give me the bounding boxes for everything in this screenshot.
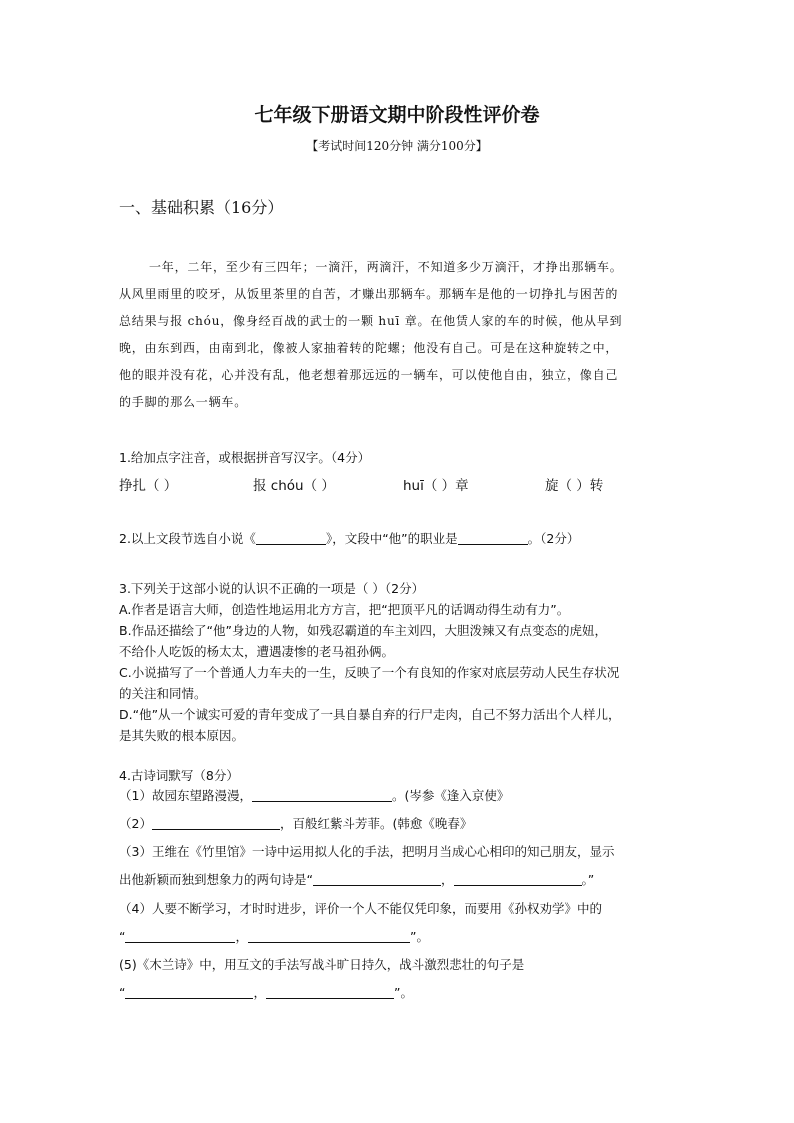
poem-source: 。(岑参《逢入京使》 <box>391 788 510 803</box>
option-d: D.“他”从一个诚实可爱的青年变成了一具自暴自弃的行尸走肉，自己不努力活出个人样儿， <box>119 707 621 722</box>
poem-blank[interactable] <box>454 873 582 887</box>
poem-text: ， <box>253 985 266 1000</box>
option-a: A.作者是语言大师，创造性地运用北方方言，把“把顶平凡的话调动得生动有力”。 <box>119 602 570 617</box>
poem-text: “ <box>119 929 126 944</box>
poem-line-3a: （3）王维在《竹里馆》一诗中运用拟人化的手法，把明月当成心心相印的知己朋友，显示 <box>119 844 615 859</box>
poem-text: ”。 <box>410 929 429 944</box>
poem-line-3b <box>119 870 594 888</box>
exam-info: 【考试时间120分钟 满分100分】 <box>306 139 488 153</box>
poem-text: （1）故园东望路漫漫， <box>119 788 252 803</box>
passage-line: 晚，由东到西，由南到北，像被人家抽着转的陀螺；他没有自己。可是在这种旋转之中， <box>119 341 619 355</box>
question-3-prompt: 3.下列关于这部小说的认识不正确的一项是（ ）（2分） <box>119 581 425 596</box>
poem-text: “ <box>119 985 126 1000</box>
novel-title-blank[interactable] <box>256 532 326 546</box>
poem-text: ， <box>440 872 454 887</box>
poem-blank[interactable] <box>248 930 410 944</box>
poem-text: 出他新颖而独到想象力的两句诗是“ <box>119 872 313 887</box>
passage-line: 的手脚的那么一辆车。 <box>119 395 248 409</box>
poem-line-2 <box>119 814 472 832</box>
question-2 <box>119 529 579 547</box>
option-d-cont: 是其失败的根本原因。 <box>119 728 245 743</box>
poem-blank[interactable] <box>252 789 392 803</box>
question-1-item: huī（ ）章 <box>403 478 469 494</box>
poem-blank[interactable] <box>152 817 280 831</box>
poem-blank[interactable] <box>125 930 235 944</box>
poem-text: （2） <box>119 816 152 831</box>
option-b: B.作品还描绘了“他”身边的人物，如残忍霸道的车主刘四，大胆泼辣又有点变态的虎妞， <box>119 623 608 638</box>
question-1-item: 旋（ ）转 <box>545 478 604 494</box>
poem-text: ， <box>235 929 248 944</box>
poem-line-4b <box>119 927 429 945</box>
occupation-blank[interactable] <box>458 532 528 546</box>
poem-source: ，百般红紫斗芳菲。(韩愈《晚春》 <box>279 816 473 831</box>
passage-line: 从风里雨里的咬牙，从饭里茶里的自苦，才赚出那辆车。那辆车是他的一切挣扎与困苦的 <box>119 287 619 301</box>
poem-blank[interactable] <box>125 986 253 1000</box>
poem-line-1 <box>119 786 509 804</box>
poem-blank[interactable] <box>313 873 441 887</box>
question-2-text: 2.以上文段节选自小说《 <box>119 531 256 546</box>
page-title: 七年级下册语文期中阶段性评价卷 <box>254 104 540 126</box>
question-2-text: 。（2分） <box>527 531 580 546</box>
option-c: C.小说描写了一个普通人力车夫的一生，反映了一个有良知的作家对底层劳动人民生存状况 <box>119 665 620 680</box>
option-b-cont: 不给仆人吃饭的杨太太，遭遇凄惨的老马祖孙俩。 <box>119 644 395 659</box>
passage-line: 他的眼并没有花，心并没有乱，他老想着那远远的一辆车，可以使他自由，独立，像自己 <box>119 368 619 382</box>
poem-text: 。” <box>581 872 595 887</box>
question-1-item: 挣扎（ ） <box>119 478 178 494</box>
question-1-item: 报 chóu（ ） <box>253 478 335 494</box>
poem-blank[interactable] <box>266 986 394 1000</box>
question-4-prompt: 4.古诗词默写（8分） <box>119 768 239 783</box>
section-heading: 一、基础积累（16分） <box>119 198 284 217</box>
option-c-cont: 的关注和同情。 <box>119 686 207 701</box>
passage-line: 总结果与报 chóu，像身经百战的武士的一颗 huī 章。在他赁人家的车的时候，他从早到 <box>119 314 623 328</box>
poem-text: ”。 <box>394 985 413 1000</box>
question-2-text: 》，文段中“他”的职业是 <box>325 531 458 546</box>
passage-line: 一年，二年，至少有三四年；一滴汗，两滴汗，不知道多少万滴汗，才挣出那辆车。 <box>149 260 623 274</box>
poem-line-5b <box>119 983 413 1001</box>
poem-line-5a: (5)《木兰诗》中，用互文的手法写战斗旷日持久，战斗激烈悲壮的句子是 <box>119 957 525 972</box>
question-1-prompt: 1.给加点字注音，或根据拼音写汉字。（4分） <box>119 450 371 465</box>
poem-line-4a: （4）人要不断学习，才时时进步，评价一个人不能仅凭印象，而要用《孙权劝学》中的 <box>119 901 602 916</box>
